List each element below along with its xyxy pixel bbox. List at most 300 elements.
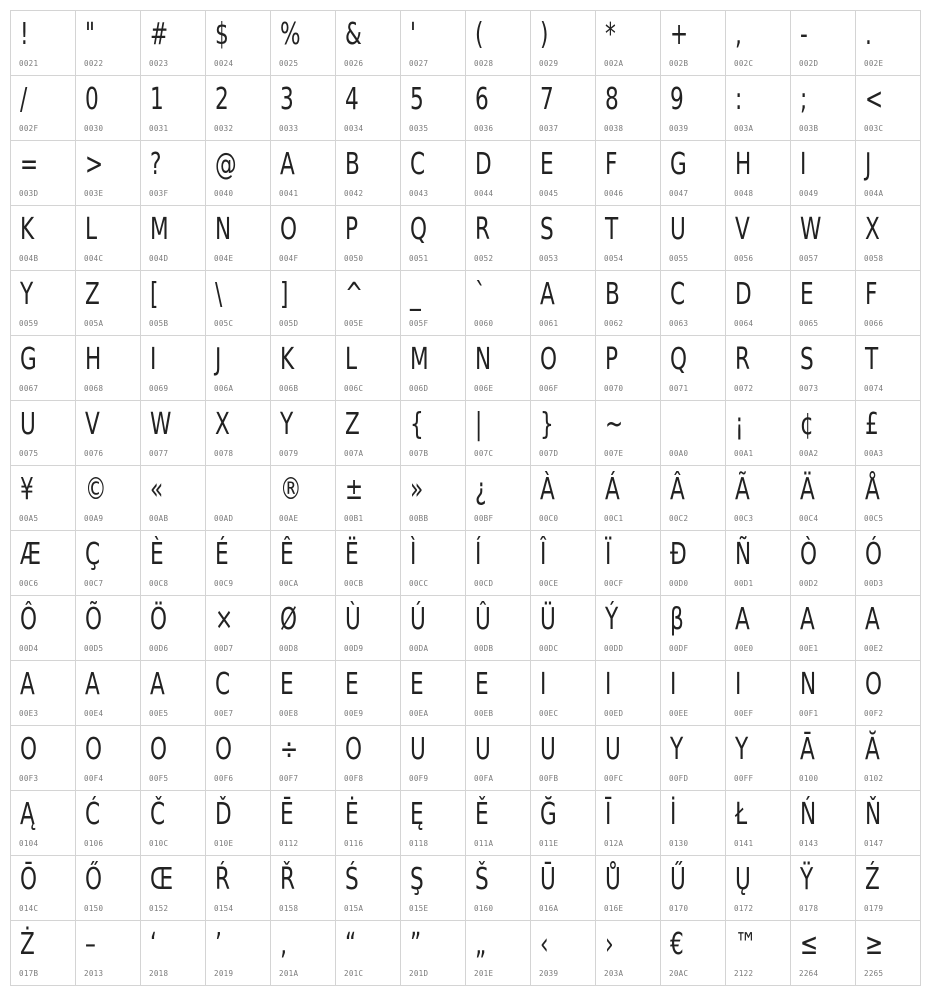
glyph-codepoint: 2039 bbox=[539, 969, 559, 978]
glyph-sample: Ď bbox=[215, 797, 232, 832]
glyph-codepoint: 0043 bbox=[409, 189, 429, 198]
glyph-cell bbox=[336, 336, 401, 401]
glyph-sample: Í bbox=[475, 537, 482, 572]
glyph-sample: Ü bbox=[540, 602, 556, 637]
glyph-codepoint: 00D3 bbox=[864, 579, 884, 588]
glyph-sample: Ù bbox=[345, 602, 361, 637]
glyph-cell bbox=[336, 856, 401, 921]
glyph-cell bbox=[11, 141, 76, 206]
glyph-cell bbox=[726, 401, 791, 466]
glyph-cell bbox=[661, 661, 726, 726]
glyph-sample: U bbox=[670, 212, 686, 247]
glyph-cell bbox=[271, 921, 336, 986]
glyph-cell bbox=[76, 76, 141, 141]
glyph-codepoint: 0064 bbox=[734, 319, 754, 328]
glyph-sample: R bbox=[475, 212, 491, 247]
glyph-cell bbox=[76, 791, 141, 856]
glyph-cell bbox=[271, 791, 336, 856]
glyph-cell bbox=[531, 336, 596, 401]
glyph-codepoint: 0075 bbox=[19, 449, 39, 458]
glyph-cell bbox=[466, 856, 531, 921]
glyph-sample: „ bbox=[475, 927, 487, 962]
glyph-sample: $ bbox=[215, 17, 229, 52]
glyph-codepoint: 005E bbox=[344, 319, 364, 328]
glyph-sample: Ä bbox=[800, 472, 815, 507]
glyph-sample: ≥ bbox=[865, 927, 884, 962]
glyph-sample: T bbox=[865, 342, 879, 377]
glyph-cell bbox=[206, 531, 271, 596]
glyph-sample: E bbox=[345, 667, 359, 702]
glyph-sample: Ñ bbox=[735, 537, 752, 572]
glyph-sample: B bbox=[345, 147, 360, 182]
glyph-codepoint: 0076 bbox=[84, 449, 104, 458]
glyph-sample: Ì bbox=[410, 537, 417, 572]
glyph-cell bbox=[856, 76, 921, 141]
glyph-cell bbox=[466, 401, 531, 466]
glyph-sample: Z bbox=[345, 407, 360, 442]
glyph-cell bbox=[401, 401, 466, 466]
glyph-cell bbox=[596, 531, 661, 596]
glyph-codepoint: 00CD bbox=[474, 579, 494, 588]
glyph-cell bbox=[401, 791, 466, 856]
glyph-cell bbox=[856, 271, 921, 336]
glyph-codepoint: 00C5 bbox=[864, 514, 884, 523]
glyph-codepoint: 006F bbox=[539, 384, 559, 393]
glyph-cell bbox=[531, 531, 596, 596]
glyph-cell bbox=[531, 76, 596, 141]
glyph-sample: 5 bbox=[410, 82, 424, 117]
glyph-codepoint: 016E bbox=[604, 904, 624, 913]
glyph-cell bbox=[336, 921, 401, 986]
glyph-codepoint: 0066 bbox=[864, 319, 884, 328]
glyph-codepoint: 201D bbox=[409, 969, 429, 978]
glyph-codepoint: 00DC bbox=[539, 644, 559, 653]
glyph-cell bbox=[466, 661, 531, 726]
glyph-sample: “ bbox=[345, 927, 357, 962]
glyph-sample: Ő bbox=[85, 862, 103, 897]
glyph-sample: @ bbox=[215, 147, 237, 182]
glyph-codepoint: 00C8 bbox=[149, 579, 169, 588]
glyph-sample: Ł bbox=[735, 797, 748, 832]
glyph-codepoint: 0032 bbox=[214, 124, 234, 133]
glyph-codepoint: 004A bbox=[864, 189, 884, 198]
glyph-cell bbox=[271, 11, 336, 76]
glyph-sample: # bbox=[150, 17, 169, 52]
glyph-sample: Ē bbox=[280, 797, 294, 832]
glyph-codepoint: 0112 bbox=[279, 839, 299, 848]
glyph-codepoint: 00CB bbox=[344, 579, 364, 588]
glyph-sample: \ bbox=[215, 277, 223, 312]
glyph-cell bbox=[661, 921, 726, 986]
glyph-codepoint: 00CA bbox=[279, 579, 299, 588]
glyph-codepoint: 0035 bbox=[409, 124, 429, 133]
glyph-codepoint: 015A bbox=[344, 904, 364, 913]
glyph-cell bbox=[76, 141, 141, 206]
glyph-codepoint: 0073 bbox=[799, 384, 819, 393]
glyph-cell bbox=[401, 921, 466, 986]
glyph-codepoint: 0152 bbox=[149, 904, 169, 913]
glyph-cell bbox=[856, 856, 921, 921]
glyph-cell bbox=[726, 531, 791, 596]
glyph-sample: C bbox=[670, 277, 686, 312]
glyph-cell bbox=[856, 661, 921, 726]
glyph-sample: ¿ bbox=[475, 472, 487, 507]
glyph-codepoint: 00E1 bbox=[799, 644, 819, 653]
glyph-codepoint: 0178 bbox=[799, 904, 819, 913]
glyph-cell bbox=[791, 11, 856, 76]
glyph-sample: V bbox=[85, 407, 100, 442]
glyph-codepoint: 0047 bbox=[669, 189, 689, 198]
glyph-sample: ™ bbox=[735, 927, 757, 962]
glyph-cell bbox=[531, 466, 596, 531]
glyph-cell bbox=[76, 596, 141, 661]
glyph-sample: X bbox=[865, 212, 880, 247]
glyph-sample: ¡ bbox=[735, 407, 744, 442]
glyph-cell bbox=[791, 141, 856, 206]
glyph-sample: Ò bbox=[800, 537, 818, 572]
glyph-sample: K bbox=[280, 342, 295, 377]
glyph-codepoint: 00E2 bbox=[864, 644, 884, 653]
glyph-sample: D bbox=[735, 277, 752, 312]
glyph-sample: Å bbox=[865, 472, 880, 507]
glyph-codepoint: 0060 bbox=[474, 319, 494, 328]
glyph-sample: + bbox=[670, 17, 689, 52]
glyph-codepoint: 003F bbox=[149, 189, 169, 198]
glyph-codepoint: 00D6 bbox=[149, 644, 169, 653]
glyph-cell bbox=[726, 791, 791, 856]
glyph-cell bbox=[206, 726, 271, 791]
glyph-cell bbox=[206, 596, 271, 661]
glyph-codepoint: 00F6 bbox=[214, 774, 234, 783]
glyph-sample: P bbox=[605, 342, 619, 377]
glyph-cell bbox=[791, 661, 856, 726]
glyph-sample: U bbox=[605, 732, 621, 767]
glyph-cell bbox=[791, 856, 856, 921]
glyph-sample: İ bbox=[670, 797, 677, 832]
glyph-codepoint: 00F9 bbox=[409, 774, 429, 783]
glyph-sample: › bbox=[605, 927, 614, 962]
glyph-codepoint: 00EF bbox=[734, 709, 754, 718]
glyph-cell bbox=[76, 921, 141, 986]
glyph-sample: ¥ bbox=[20, 472, 34, 507]
glyph-sample: E bbox=[410, 667, 424, 702]
glyph-codepoint: 005C bbox=[214, 319, 234, 328]
glyph-codepoint: 00FB bbox=[539, 774, 559, 783]
glyph-sample: Đ bbox=[670, 537, 687, 572]
glyph-sample: Ī bbox=[605, 797, 612, 832]
glyph-cell bbox=[11, 466, 76, 531]
glyph-codepoint: 0154 bbox=[214, 904, 234, 913]
glyph-cell bbox=[206, 791, 271, 856]
glyph-cell bbox=[141, 271, 206, 336]
glyph-codepoint: 0061 bbox=[539, 319, 559, 328]
glyph-cell bbox=[791, 791, 856, 856]
glyph-cell bbox=[401, 661, 466, 726]
glyph-cell bbox=[141, 76, 206, 141]
glyph-cell bbox=[271, 466, 336, 531]
glyph-codepoint: 0038 bbox=[604, 124, 624, 133]
glyph-codepoint: 0029 bbox=[539, 59, 559, 68]
glyph-cell bbox=[206, 856, 271, 921]
glyph-codepoint: 00C9 bbox=[214, 579, 234, 588]
glyph-codepoint: 011E bbox=[539, 839, 559, 848]
glyph-codepoint: 003A bbox=[734, 124, 754, 133]
glyph-codepoint: 00F5 bbox=[149, 774, 169, 783]
glyph-cell bbox=[596, 141, 661, 206]
glyph-sample: Û bbox=[475, 602, 491, 637]
glyph-codepoint: 0046 bbox=[604, 189, 624, 198]
glyph-codepoint: 0051 bbox=[409, 254, 429, 263]
glyph-cell bbox=[401, 336, 466, 401]
glyph-cell bbox=[531, 206, 596, 271]
glyph-codepoint: 00CF bbox=[604, 579, 624, 588]
glyph-cell bbox=[596, 921, 661, 986]
glyph-cell bbox=[661, 466, 726, 531]
glyph-cell bbox=[596, 466, 661, 531]
glyph-cell bbox=[11, 856, 76, 921]
glyph-codepoint: 00E3 bbox=[19, 709, 39, 718]
glyph-sample: W bbox=[800, 212, 822, 247]
glyph-cell bbox=[661, 791, 726, 856]
glyph-sample: Ş bbox=[410, 862, 424, 897]
glyph-sample: © bbox=[85, 472, 107, 507]
glyph-cell bbox=[141, 401, 206, 466]
glyph-sample: Ă bbox=[865, 732, 880, 767]
glyph-sample: ® bbox=[280, 472, 302, 507]
glyph-sample: J bbox=[865, 147, 872, 182]
glyph-codepoint: 006E bbox=[474, 384, 494, 393]
glyph-cell bbox=[76, 856, 141, 921]
glyph-codepoint: 0065 bbox=[799, 319, 819, 328]
glyph-sample: ‘ bbox=[150, 927, 157, 962]
glyph-codepoint: 004D bbox=[149, 254, 169, 263]
glyph-cell bbox=[661, 726, 726, 791]
glyph-sample: O bbox=[20, 732, 38, 767]
glyph-cell bbox=[726, 11, 791, 76]
glyph-sample: 1 bbox=[150, 82, 164, 117]
glyph-codepoint: 0040 bbox=[214, 189, 234, 198]
glyph-sample: Ŕ bbox=[215, 862, 231, 897]
glyph-codepoint: 00AB bbox=[149, 514, 169, 523]
glyph-codepoint: 0074 bbox=[864, 384, 884, 393]
glyph-codepoint: 00D2 bbox=[799, 579, 819, 588]
glyph-cell bbox=[856, 336, 921, 401]
glyph-sample: E bbox=[800, 277, 814, 312]
glyph-sample: J bbox=[215, 342, 222, 377]
glyph-sample: A bbox=[20, 667, 35, 702]
glyph-codepoint: 00EC bbox=[539, 709, 559, 718]
glyph-codepoint: 00DF bbox=[669, 644, 689, 653]
glyph-codepoint: 0068 bbox=[84, 384, 104, 393]
glyph-codepoint: 0079 bbox=[279, 449, 299, 458]
glyph-cell bbox=[336, 726, 401, 791]
glyph-codepoint: 00CE bbox=[539, 579, 559, 588]
glyph-codepoint: 002F bbox=[19, 124, 39, 133]
glyph-cell bbox=[596, 726, 661, 791]
glyph-codepoint: 00D7 bbox=[214, 644, 234, 653]
glyph-codepoint: 0045 bbox=[539, 189, 559, 198]
glyph-sample: ¢ bbox=[800, 407, 814, 442]
glyph-codepoint: 0033 bbox=[279, 124, 299, 133]
glyph-codepoint: 2264 bbox=[799, 969, 819, 978]
glyph-cell bbox=[141, 596, 206, 661]
glyph-codepoint: 0077 bbox=[149, 449, 169, 458]
glyph-cell bbox=[401, 596, 466, 661]
glyph-cell bbox=[466, 336, 531, 401]
glyph-codepoint: 00C4 bbox=[799, 514, 819, 523]
glyph-cell bbox=[856, 791, 921, 856]
glyph-sample: N bbox=[475, 342, 492, 377]
glyph-sample: Š bbox=[475, 862, 489, 897]
glyph-codepoint: 0118 bbox=[409, 839, 429, 848]
glyph-codepoint: 002B bbox=[669, 59, 689, 68]
glyph-cell bbox=[596, 596, 661, 661]
glyph-sample: ± bbox=[345, 472, 364, 507]
glyph-codepoint: 00A5 bbox=[19, 514, 39, 523]
glyph-codepoint: 20AC bbox=[669, 969, 689, 978]
glyph-sample: > bbox=[85, 147, 104, 182]
glyph-cell bbox=[141, 531, 206, 596]
glyph-sample: £ bbox=[865, 407, 879, 442]
glyph-codepoint: 203A bbox=[604, 969, 624, 978]
glyph-sample: O bbox=[150, 732, 168, 767]
glyph-sample: Ű bbox=[670, 862, 686, 897]
glyph-codepoint: 0022 bbox=[84, 59, 104, 68]
glyph-sample: Y bbox=[670, 732, 684, 767]
glyph-codepoint: 005B bbox=[149, 319, 169, 328]
glyph-sample: Õ bbox=[85, 602, 103, 637]
glyph-cell bbox=[401, 271, 466, 336]
glyph-cell bbox=[466, 11, 531, 76]
glyph-sample: Ö bbox=[150, 602, 168, 637]
glyph-cell bbox=[791, 596, 856, 661]
glyph-sample: ^ bbox=[345, 277, 364, 312]
glyph-codepoint: 00AE bbox=[279, 514, 299, 523]
glyph-cell bbox=[11, 401, 76, 466]
glyph-cell bbox=[596, 11, 661, 76]
glyph-cell bbox=[531, 921, 596, 986]
glyph-cell bbox=[76, 466, 141, 531]
glyph-codepoint: 00CC bbox=[409, 579, 429, 588]
glyph-sample: Ū bbox=[540, 862, 556, 897]
glyph-codepoint: 00A2 bbox=[799, 449, 819, 458]
glyph-cell bbox=[726, 271, 791, 336]
glyph-codepoint: 003C bbox=[864, 124, 884, 133]
glyph-cell bbox=[856, 11, 921, 76]
glyph-cell bbox=[791, 336, 856, 401]
glyph-sample: € bbox=[670, 927, 684, 962]
glyph-sample: Ô bbox=[20, 602, 38, 637]
glyph-codepoint: 004C bbox=[84, 254, 104, 263]
glyph-sample: Ą bbox=[20, 797, 35, 832]
glyph-codepoint: 014C bbox=[19, 904, 39, 913]
glyph-codepoint: 011A bbox=[474, 839, 494, 848]
glyph-cell bbox=[11, 921, 76, 986]
glyph-cell bbox=[726, 596, 791, 661]
glyph-cell bbox=[726, 726, 791, 791]
glyph-sample: « bbox=[150, 472, 164, 507]
glyph-cell bbox=[336, 206, 401, 271]
glyph-sample: [ bbox=[150, 277, 159, 312]
glyph-codepoint: 002C bbox=[734, 59, 754, 68]
glyph-cell bbox=[271, 531, 336, 596]
glyph-sample: M bbox=[150, 212, 169, 247]
glyph-cell bbox=[271, 336, 336, 401]
glyph-codepoint: 012A bbox=[604, 839, 624, 848]
glyph-codepoint: 003B bbox=[799, 124, 819, 133]
glyph-cell bbox=[336, 271, 401, 336]
glyph-codepoint: 017B bbox=[19, 969, 39, 978]
glyph-codepoint: 005F bbox=[409, 319, 429, 328]
glyph-codepoint: 0044 bbox=[474, 189, 494, 198]
glyph-cell bbox=[466, 921, 531, 986]
glyph-cell bbox=[596, 336, 661, 401]
glyph-codepoint: 0104 bbox=[19, 839, 39, 848]
glyph-cell bbox=[206, 206, 271, 271]
glyph-codepoint: 0106 bbox=[84, 839, 104, 848]
glyph-cell bbox=[141, 921, 206, 986]
glyph-codepoint: 0023 bbox=[149, 59, 169, 68]
glyph-cell bbox=[76, 11, 141, 76]
glyph-sample: Ś bbox=[345, 862, 359, 897]
glyph-codepoint: 0027 bbox=[409, 59, 429, 68]
glyph-sample: Ā bbox=[800, 732, 815, 767]
glyph-codepoint: 002D bbox=[799, 59, 819, 68]
glyph-cell bbox=[401, 466, 466, 531]
glyph-sample: Œ bbox=[150, 862, 174, 897]
glyph-sample: _ bbox=[410, 277, 421, 312]
glyph-sample: Ğ bbox=[540, 797, 557, 832]
glyph-sample: ; bbox=[800, 82, 808, 117]
glyph-cell bbox=[661, 856, 726, 921]
glyph-sample: Z bbox=[85, 277, 100, 312]
glyph-sample: A bbox=[540, 277, 555, 312]
glyph-sample: Ę bbox=[410, 797, 424, 832]
glyph-cell bbox=[401, 141, 466, 206]
glyph-codepoint: 00DB bbox=[474, 644, 494, 653]
glyph-cell bbox=[11, 596, 76, 661]
glyph-sample: Ė bbox=[345, 797, 359, 832]
glyph-codepoint: 00D8 bbox=[279, 644, 299, 653]
glyph-sample: Ê bbox=[280, 537, 294, 572]
glyph-cell bbox=[76, 401, 141, 466]
glyph-sample: Á bbox=[605, 472, 620, 507]
glyph-codepoint: 0026 bbox=[344, 59, 364, 68]
glyph-sample: 9 bbox=[670, 82, 684, 117]
glyph-sample: K bbox=[20, 212, 35, 247]
glyph-cell bbox=[726, 76, 791, 141]
glyph-codepoint: 0025 bbox=[279, 59, 299, 68]
glyph-codepoint: 003D bbox=[19, 189, 39, 198]
glyph-cell bbox=[141, 856, 206, 921]
glyph-codepoint: 0034 bbox=[344, 124, 364, 133]
glyph-codepoint: 0141 bbox=[734, 839, 754, 848]
glyph-codepoint: 00F7 bbox=[279, 774, 299, 783]
glyph-cell bbox=[271, 206, 336, 271]
glyph-codepoint: 00D4 bbox=[19, 644, 39, 653]
glyph-codepoint: 002A bbox=[604, 59, 624, 68]
glyph-sample: C bbox=[215, 667, 231, 702]
glyph-codepoint: 00EE bbox=[669, 709, 689, 718]
glyph-codepoint: 00C1 bbox=[604, 514, 624, 523]
glyph-sample: B bbox=[605, 277, 620, 312]
glyph-codepoint: 00BF bbox=[474, 514, 494, 523]
glyph-sample: F bbox=[605, 147, 618, 182]
glyph-cell bbox=[271, 271, 336, 336]
glyph-cell bbox=[726, 921, 791, 986]
glyph-sample: ” bbox=[410, 927, 422, 962]
glyph-codepoint: 004F bbox=[279, 254, 299, 263]
